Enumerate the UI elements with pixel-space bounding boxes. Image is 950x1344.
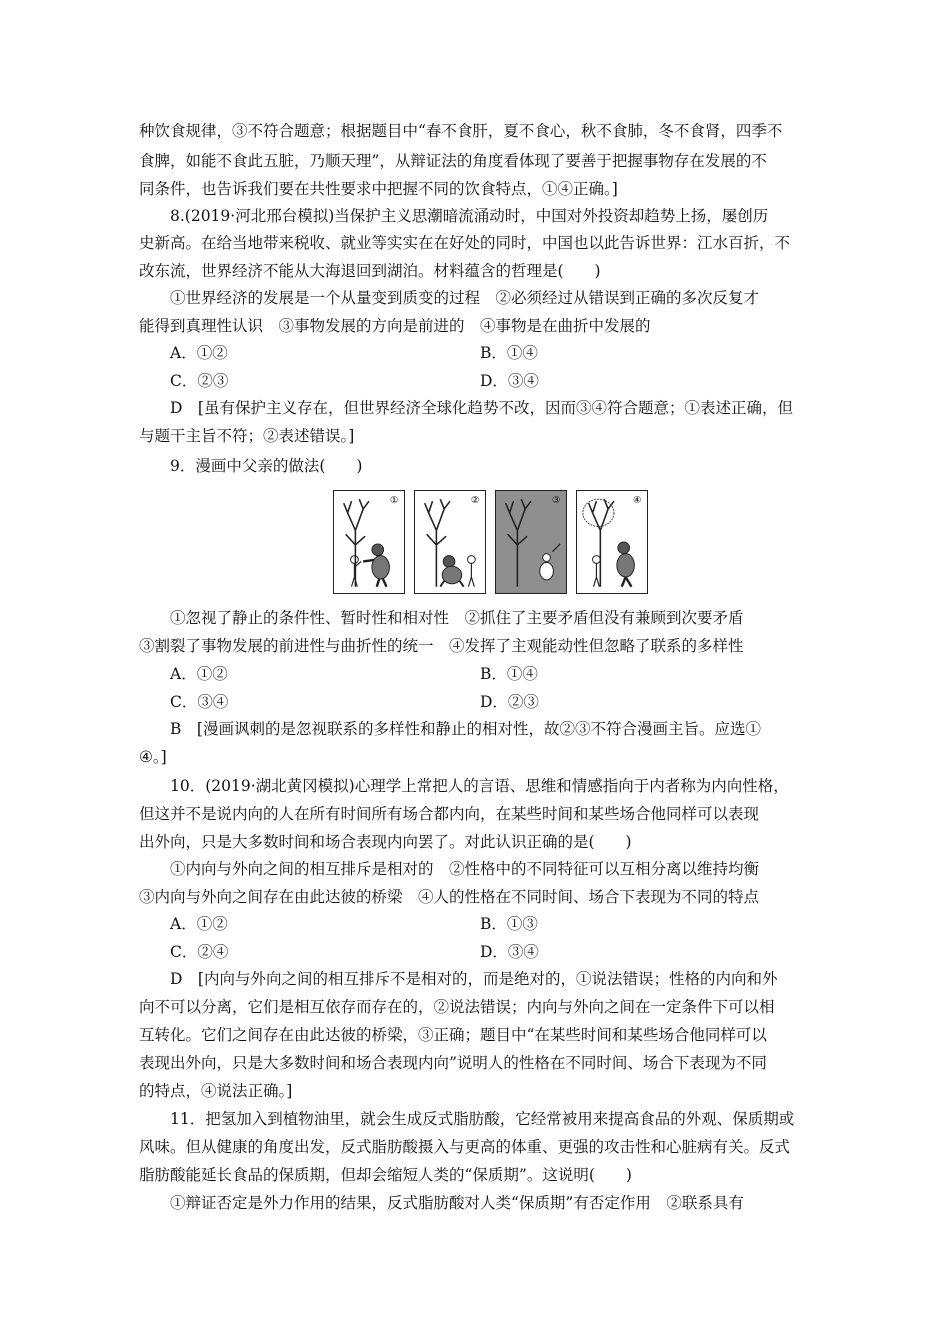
- cartoon-panel-2: [414, 490, 486, 594]
- q11-statement-line: ①辩证否定是外力作用的结果，反式脂肪酸对人类“保质期”有否定作用 ②联系具有: [170, 1194, 744, 1212]
- q8-option-b: B．①④: [480, 344, 538, 362]
- q10-option-b: B．①③: [480, 915, 538, 933]
- q9-answer-line: ④。]: [139, 748, 167, 766]
- q8-stem-line: 改东流，世界经济不能从大海退回到湖泊。材料蕴含的哲理是( ): [139, 262, 601, 280]
- q7-explanation-line: 食脾，如能不食此五脏，乃顺天理”，从辩证法的角度看体现了要善于把握事物存在发展的不: [139, 152, 767, 170]
- q8-answer-line: D [虽有保护主义存在，但世界经济全球化趋势不改，因而③④符合题意；①表述正确，但: [170, 399, 793, 417]
- q10-option-a: A．①②: [170, 915, 228, 933]
- q11-stem-line: 11．把氢加入到植物油里，就会生成反式脂肪酸，它经常被用来提高食品的外观、保质期或: [170, 1110, 795, 1128]
- cartoon-strip: [333, 490, 651, 596]
- q8-statement-line: ①世界经济的发展是一个从量变到质变的过程 ②必须经过从错误到正确的多次反复才: [170, 289, 760, 307]
- q10-answer-line: 互转化。它们之间存在由此达彼的桥梁，③正确；题目中“在某些时间和某些场合他同样可以: [139, 1026, 767, 1044]
- q9-statement-line: ①忽视了静止的条件性、暂时性和相对性 ②抓住了主要矛盾但没有兼顾到次要矛盾: [170, 609, 744, 627]
- q9-stem: 9．漫画中父亲的做法( ): [170, 457, 363, 475]
- q9-option-c: C．③④: [170, 693, 229, 711]
- q9-option-d: D．②③: [480, 693, 539, 711]
- q9-option-a: A．①②: [170, 665, 228, 683]
- q9-statement-line: ③割裂了事物发展的前进性与曲折性的统一 ④发挥了主观能动性但忽略了联系的多样性: [139, 637, 744, 655]
- q11-stem-line: 脂肪酸能延长食品的保质期，但却会缩短人类的“保质期”。这说明( ): [139, 1166, 632, 1184]
- q11-stem-line: 风味。但从健康的角度出发，反式脂肪酸摄入与更高的体重、更强的攻击性和心脏病有关。反式: [139, 1138, 791, 1156]
- q10-statement-line: ①内向与外向之间的相互排斥是相对的 ②性格中的不同特征可以互相分离以维持均衡: [170, 860, 760, 878]
- q8-stem-line: 史新高。在给当地带来税收、就业等实实在在好处的同时，中国也以此告诉世界：江水百折，不: [139, 234, 791, 252]
- q10-answer-line: 表现出外向，只是大多数时间和场合表现内向”说明人的性格在不同时间、场合下表现为不同: [139, 1054, 767, 1072]
- q8-statement-line: 能得到真理性认识 ③事物发展的方向是前进的 ④事物是在曲折中发展的: [139, 317, 651, 335]
- q10-answer-line: 的特点，④说法正确。]: [139, 1082, 293, 1100]
- q9-option-b: B．①④: [480, 665, 538, 683]
- q10-answer-line: 向不可以分离，它们是相互依存而存在的，②说法错误；内向与外向之间在一定条件下可以相: [139, 998, 775, 1016]
- cartoon-panel-label: ①: [389, 495, 399, 507]
- q8-option-a: A．①②: [170, 344, 228, 362]
- cartoon-panel-label: ②: [470, 495, 480, 507]
- q10-answer-line: D [内向与外向之间的相互排斥不是相对的，而是绝对的，①说法错误；性格的内向和外: [170, 970, 778, 988]
- q10-stem-line: 10．(2019·湖北黄冈模拟)心理学上常把人的言语、思维和情感指向于内者称为内向性格，: [170, 777, 789, 795]
- q7-explanation-line: 种饮食规律，③不符合题意；根据题目中“春不食肝，夏不食心，秋不食肺，冬不食肾，四季不: [139, 122, 783, 140]
- q10-stem-line: 出外向，只是大多数时间和场合表现内向罢了。对此认识正确的是( ): [139, 833, 632, 851]
- cartoon-panel-label: ④: [632, 495, 642, 507]
- q7-explanation-line: 同条件，也告诉我们要在共性要求中把握不同的饮食特点，①④正确。]: [139, 180, 618, 198]
- q8-option-c: C．②③: [170, 372, 229, 390]
- q10-option-c: C．②④: [170, 943, 229, 961]
- q10-option-d: D．③④: [480, 943, 539, 961]
- cartoon-panel-1: [333, 490, 405, 594]
- cartoon-panel-3: [495, 490, 567, 594]
- q9-answer-line: B [漫画讽刺的是忽视联系的多样性和静止的相对性，故②③不符合漫画主旨。应选①: [170, 720, 761, 738]
- q10-stem-line: 但这并不是说内向的人在所有时间所有场合都内向，在某些时间和某些场合他同样可以表现: [139, 805, 760, 823]
- q8-stem-line: 8.(2019·河北邢台模拟)当保护主义思潮暗流涌动时，中国对外投资却趋势上扬，屡创历: [170, 207, 769, 225]
- cartoon-panel-4: [576, 490, 648, 594]
- q8-answer-line: 与题干主旨不符；②表述错误。]: [139, 427, 355, 445]
- q10-statement-line: ③内向与外向之间存在由此达彼的桥梁 ④人的性格在不同时间、场合下表现为不同的特点: [139, 888, 760, 906]
- q8-option-d: D．③④: [480, 372, 539, 390]
- cartoon-panel-label: ③: [551, 495, 561, 507]
